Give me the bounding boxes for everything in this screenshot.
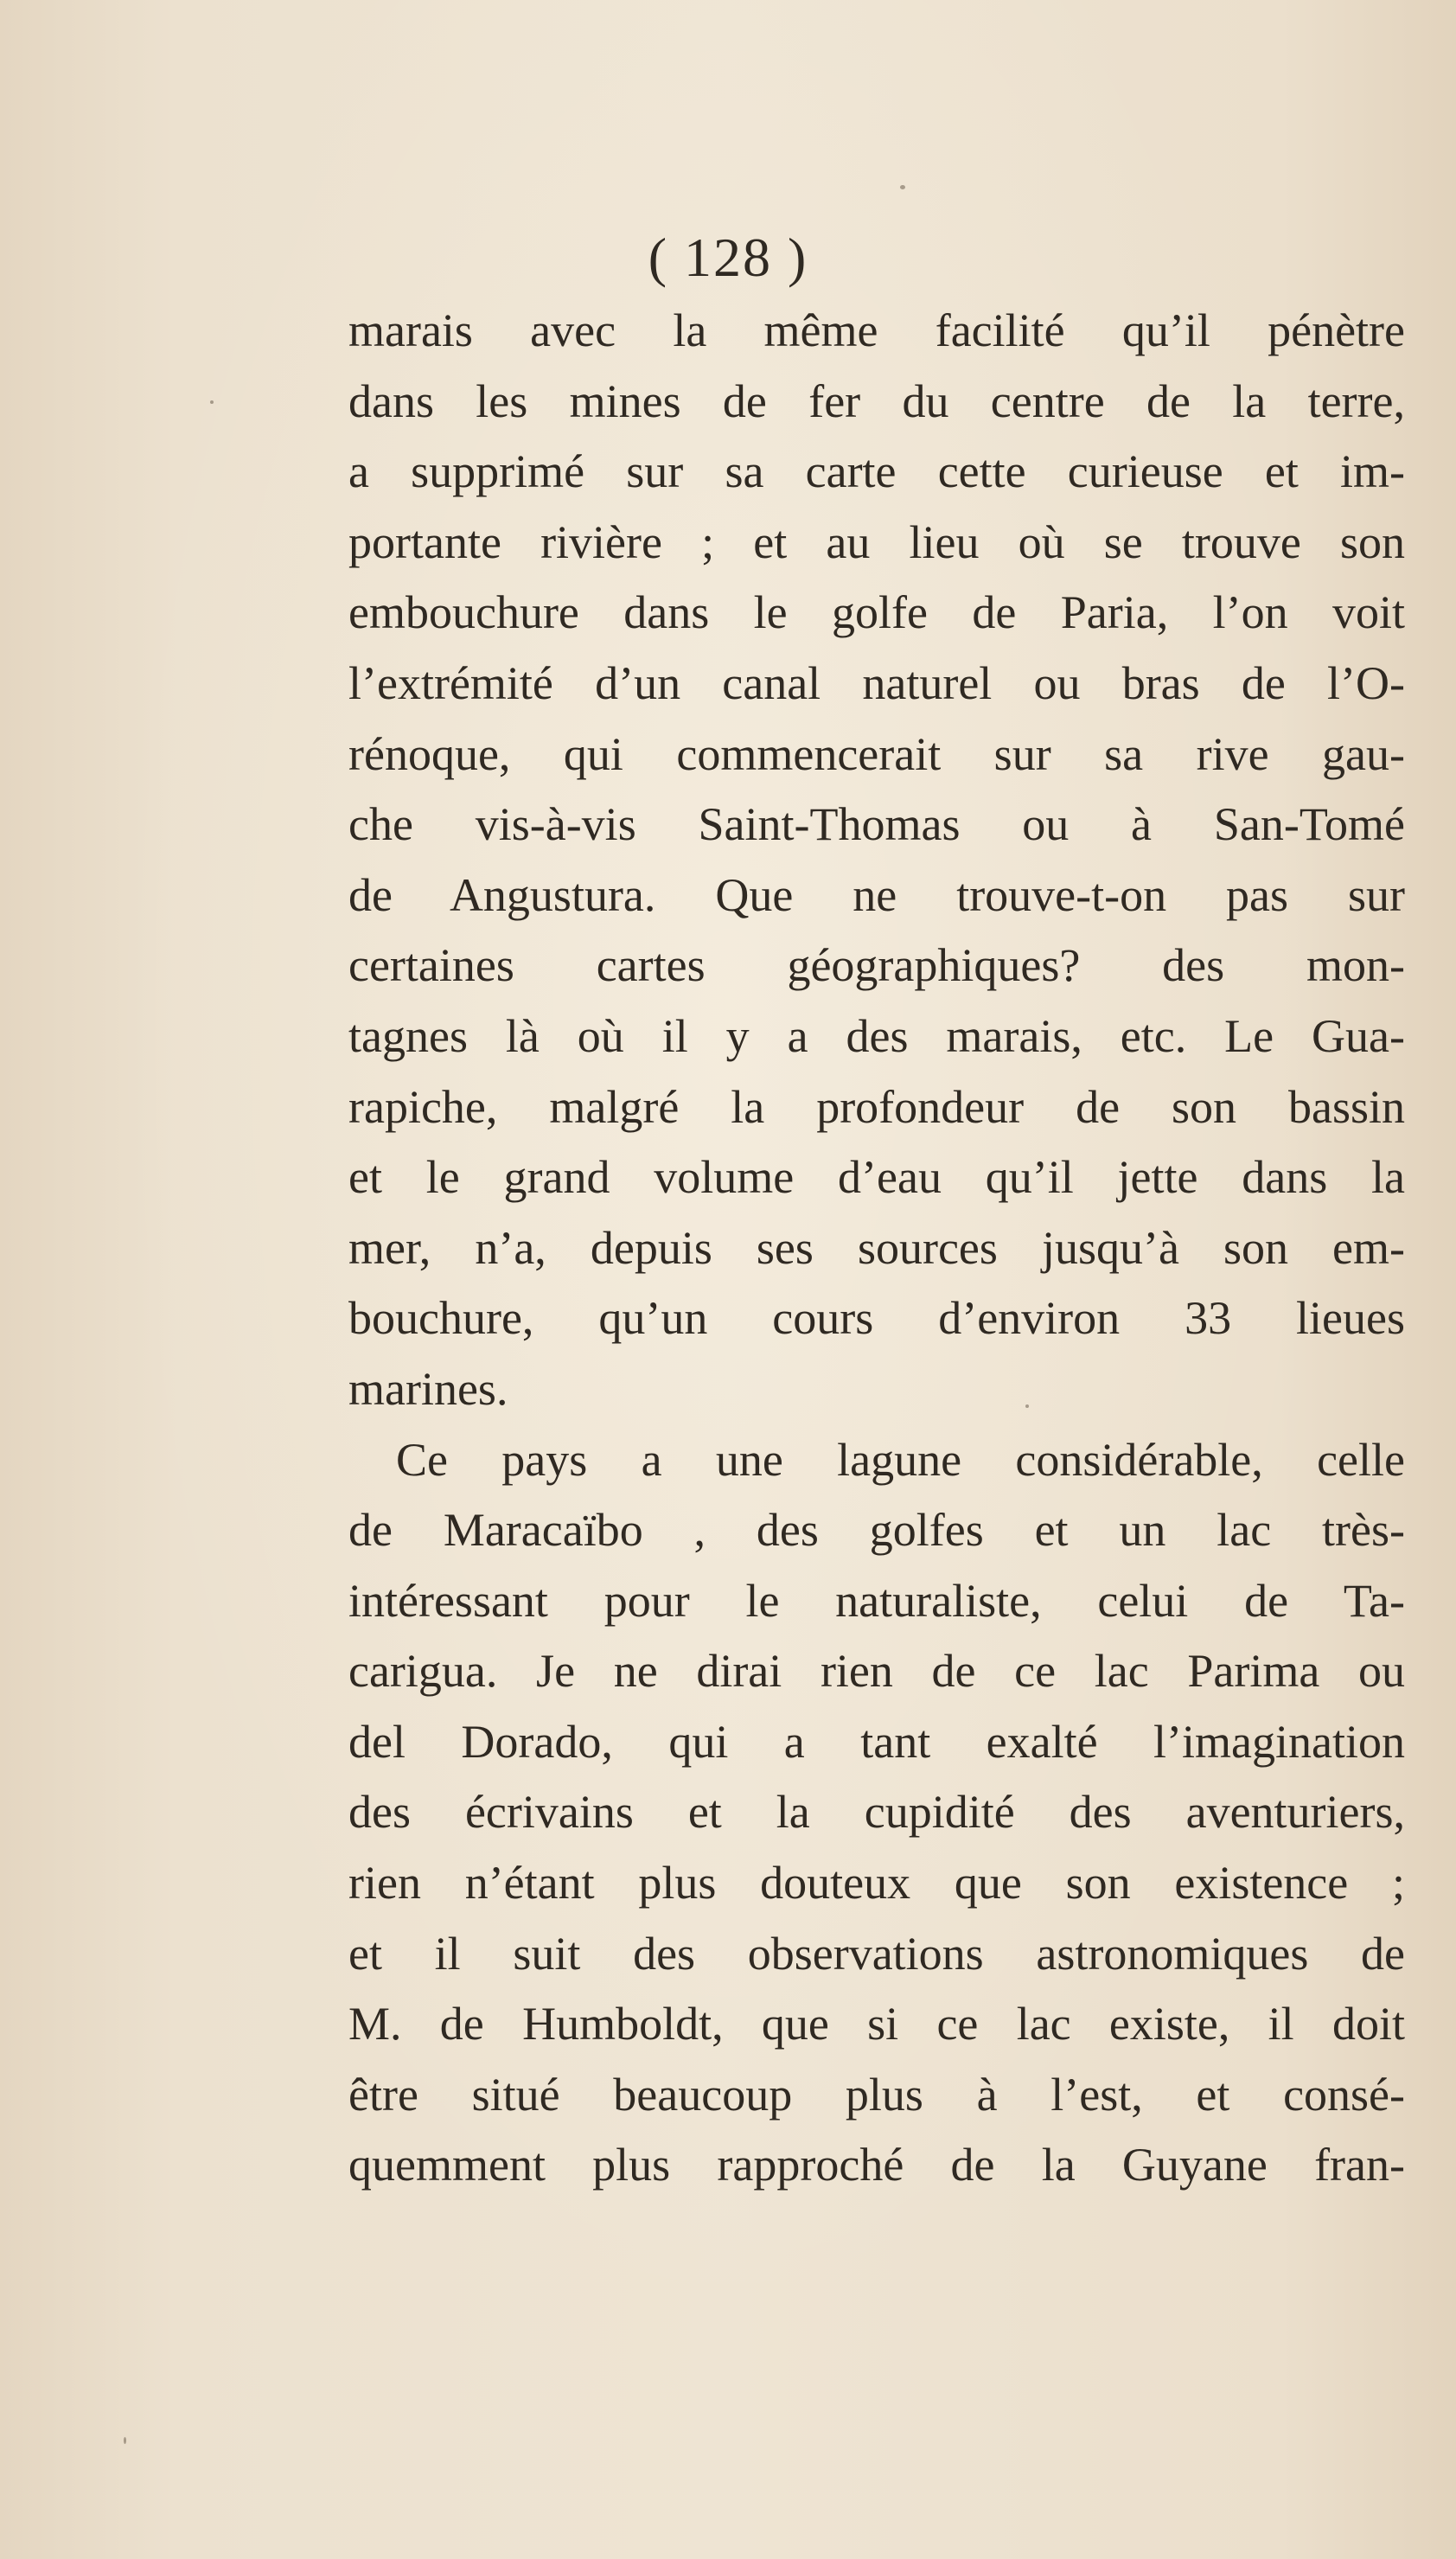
text-line: et il suit des observations astronomiques de <box>348 1927 1405 1980</box>
text-line: portante rivière ; et au lieu où se trouve son <box>348 515 1405 568</box>
text-line: che vis-à-vis Saint-Thomas ou à San-Tomé <box>348 798 1405 851</box>
text-line: intéressant pour le naturaliste, celui de Ta- <box>348 1574 1405 1627</box>
ink-speck <box>124 2437 126 2444</box>
text-line: rien n’étant plus douteux que son existence ; <box>348 1857 1405 1910</box>
ink-speck <box>900 185 905 189</box>
text-line: bouchure, qu’un cours d’environ 33 lieues <box>348 1292 1405 1345</box>
text-line: de Angustura. Que ne trouve-t-on pas sur <box>348 868 1405 921</box>
body-text <box>348 296 1405 2201</box>
text-line: a supprimé sur sa carte cette curieuse et im- <box>348 445 1405 498</box>
text-line: quemment plus rapproché de la Guyane fran- <box>348 2139 1405 2191</box>
page-number: ( 128 ) <box>648 227 808 288</box>
text-line: del Dorado, qui a tant exalté l’imagination <box>348 1715 1405 1768</box>
text-line: dans les mines de fer du centre de la terre, <box>348 374 1405 427</box>
text-line: rénoque, qui commencerait sur sa rive gau- <box>348 727 1405 780</box>
text-line: l’extrémité d’un canal naturel ou bras de l’O- <box>348 656 1405 709</box>
text-line: Ce pays a une lagune considérable, celle <box>396 1433 1405 1486</box>
paragraph-1 <box>348 296 1405 1425</box>
text-line: tagnes là où il y a des marais, etc. Le Gua- <box>348 1009 1405 1062</box>
text-line: mer, n’a, depuis ses sources jusqu’à son em- <box>348 1221 1405 1274</box>
text-line: embouchure dans le golfe de Paria, l’on voit <box>348 586 1405 639</box>
text-line: M. de Humboldt, que si ce lac existe, il doit <box>348 1998 1405 2050</box>
text-line: de Maracaïbo , des golfes et un lac très- <box>348 1504 1405 1557</box>
ink-speck <box>210 400 214 404</box>
text-line: marais avec la même facilité qu’il pénètre <box>348 304 1405 356</box>
paragraph-2 <box>348 1425 1405 2202</box>
text-line: être situé beaucoup plus à l’est, et consé- <box>348 2068 1405 2121</box>
text-line: des écrivains et la cupidité des aventuriers, <box>348 1786 1405 1839</box>
text-line: marines. <box>348 1362 508 1415</box>
text-line: certaines cartes géographiques? des mon- <box>348 939 1405 992</box>
text-line: et le grand volume d’eau qu’il jette dans la <box>348 1151 1405 1204</box>
text-line: rapiche, malgré la profondeur de son bassin <box>348 1080 1405 1133</box>
text-line: carigua. Je ne dirai rien de ce lac Parima ou <box>348 1645 1405 1698</box>
